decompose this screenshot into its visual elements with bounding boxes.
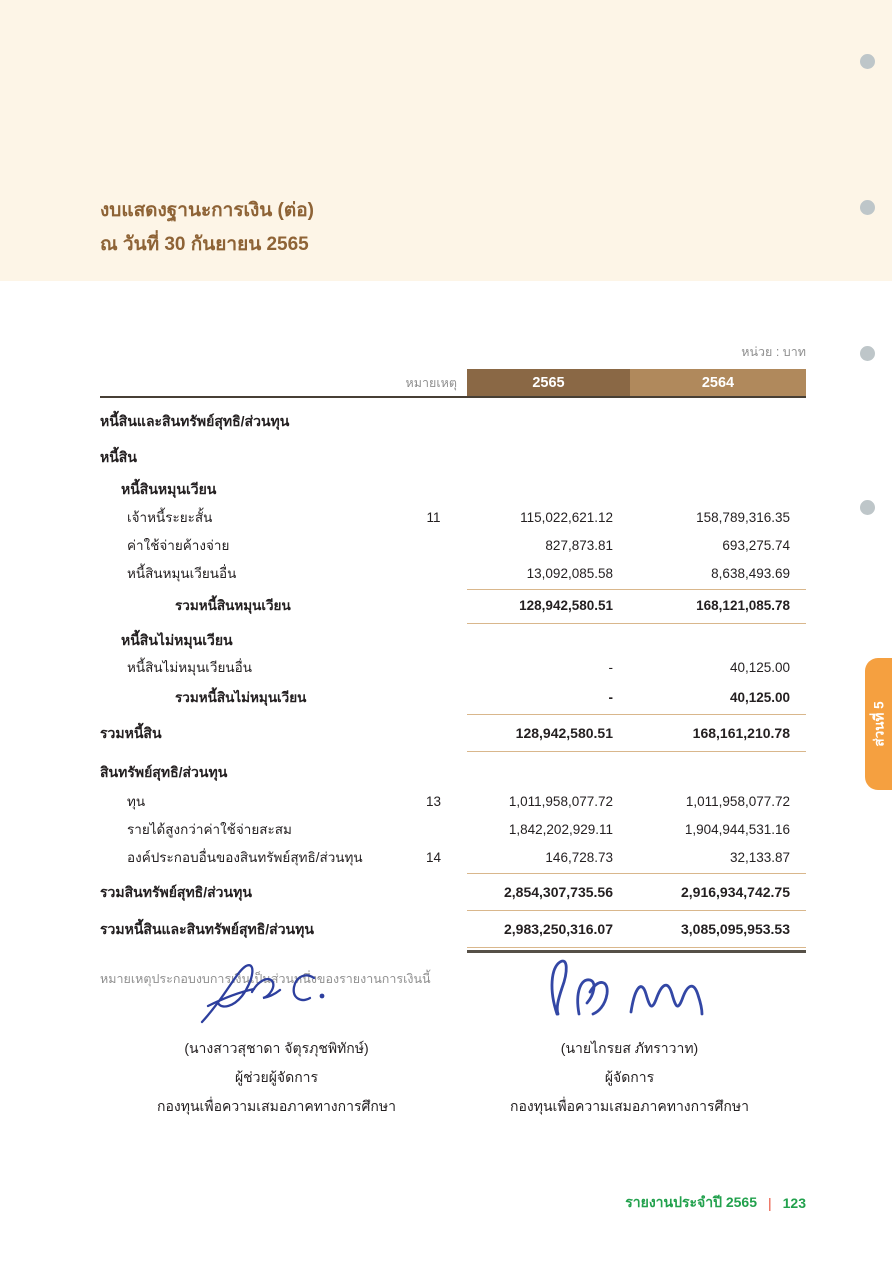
table-row xyxy=(100,654,806,682)
signatory-title: ผู้จัดการ xyxy=(604,1069,655,1085)
row-value-2565: 2,854,307,735.56 xyxy=(504,884,613,901)
row-label: หนี้สินหมุนเวียน xyxy=(121,480,217,497)
margin-dot xyxy=(860,346,875,361)
row-value-2564: 40,125.00 xyxy=(729,689,790,705)
row-value-2564: 40,125.00 xyxy=(729,660,790,676)
table-header-row xyxy=(100,369,806,398)
row-label: สินทรัพย์สุทธิ/ส่วนทุน xyxy=(100,763,228,780)
row-value-2565: 1,011,958,077.72 xyxy=(508,793,613,809)
section-tab[interactable] xyxy=(865,658,892,790)
footer-report-label: รายงานประจำปี 2565 xyxy=(625,1194,757,1210)
signatory-name: (นางสาวสุชาดา จัตุรภุชพิทักษ์) xyxy=(184,1040,369,1056)
signature-image xyxy=(100,948,453,1032)
table-rule xyxy=(467,910,806,911)
page-footer xyxy=(625,1192,806,1214)
row-label: หนี้สิน xyxy=(100,448,137,465)
table-rule xyxy=(467,714,806,715)
table-row xyxy=(100,788,806,816)
row-value-2565: - xyxy=(608,689,613,705)
row-value-2565: - xyxy=(608,660,613,676)
table-row xyxy=(100,442,806,473)
page-title-line1: งบแสดงฐานะการเงิน (ต่อ) xyxy=(100,200,314,221)
row-note: 14 xyxy=(425,850,442,866)
table-rule xyxy=(467,873,806,874)
signature-block xyxy=(100,948,806,1118)
row-label: รวมสินทรัพย์สุทธิ/ส่วนทุน xyxy=(100,884,252,901)
table-row xyxy=(100,532,806,560)
table-rule xyxy=(467,589,806,590)
row-label: รวมหนี้สินหมุนเวียน xyxy=(175,598,291,614)
row-value-2564: 1,011,958,077.72 xyxy=(685,793,790,809)
row-label: รวมหนี้สินและสินทรัพย์สุทธิ/ส่วนทุน xyxy=(100,921,314,938)
table-row xyxy=(100,560,806,588)
signatory-org: กองทุนเพื่อความเสมอภาคทางการศึกษา xyxy=(157,1098,396,1114)
margin-dot xyxy=(860,500,875,515)
table-row xyxy=(100,626,806,655)
row-label: เจ้าหนี้ระยะสั้น xyxy=(127,509,213,525)
table-row xyxy=(100,844,806,872)
table-rule xyxy=(467,623,806,624)
row-label: รายได้สูงกว่าค่าใช้จ่ายสะสม xyxy=(127,821,292,837)
row-value-2564: 693,275.74 xyxy=(722,537,790,553)
signature-image xyxy=(453,948,806,1032)
row-value-2565: 1,842,202,929.11 xyxy=(508,821,613,837)
row-value-2564: 8,638,493.69 xyxy=(711,566,790,582)
year-2564-header: 2564 xyxy=(630,369,806,396)
row-value-2565: 115,022,621.12 xyxy=(520,509,613,525)
signatory-left xyxy=(100,948,453,1118)
signatory-title: ผู้ช่วยผู้จัดการ xyxy=(234,1069,319,1085)
table-row xyxy=(100,475,806,504)
signatory-org: กองทุนเพื่อความเสมอภาคทางการศึกษา xyxy=(510,1098,749,1114)
page-title xyxy=(100,194,314,262)
row-value-2564: 168,161,210.78 xyxy=(692,724,790,741)
row-label: ค่าใช้จ่ายค้างจ่าย xyxy=(127,537,230,553)
table-body xyxy=(100,398,806,953)
row-value-2564: 3,085,095,953.53 xyxy=(681,921,790,938)
balance-sheet-table xyxy=(100,342,806,989)
margin-dot xyxy=(860,200,875,215)
row-note: 13 xyxy=(425,793,442,809)
margin-dot xyxy=(860,54,875,69)
row-value-2564: 32,133.87 xyxy=(729,850,790,866)
row-value-2565: 13,092,085.58 xyxy=(526,566,613,582)
row-note: 11 xyxy=(426,509,441,525)
row-label: รวมหนี้สิน xyxy=(100,724,162,741)
table-row xyxy=(100,717,806,750)
table-row xyxy=(100,591,806,621)
row-label: องค์ประกอบอื่นของสินทรัพย์สุทธิ/ส่วนทุน xyxy=(127,850,363,866)
row-value-2564: 168,121,085.78 xyxy=(696,598,790,614)
page-title-line2: ณ วันที่ 30 กันยายน 2565 xyxy=(100,234,309,256)
table-row xyxy=(100,504,806,532)
year-2565-header: 2565 xyxy=(467,369,630,396)
signatory-right xyxy=(453,948,806,1118)
row-label: หนี้สินหมุนเวียนอื่น xyxy=(127,566,237,582)
row-label: หนี้สินไม่หมุนเวียนอื่น xyxy=(127,660,252,676)
table-row xyxy=(100,406,806,437)
row-label: ทุน xyxy=(127,793,146,809)
row-label: หนี้สินและสินทรัพย์สุทธิ/ส่วนทุน xyxy=(100,413,290,429)
footer-page-number: 123 xyxy=(782,1195,806,1211)
table-row xyxy=(100,757,806,788)
row-value-2564: 1,904,944,531.16 xyxy=(684,821,790,837)
row-value-2565: 2,983,250,316.07 xyxy=(504,921,613,938)
row-value-2565: 146,728.73 xyxy=(545,850,613,866)
table-row xyxy=(100,816,806,844)
table-row xyxy=(100,913,806,946)
table-footnote: หมายเหตุประกอบงบการเงินเป็นส่วนหนึ่งของรายงานการเงินนี้ xyxy=(100,972,431,987)
table-rule xyxy=(467,751,806,752)
table-row xyxy=(100,876,806,909)
signatory-name: (นายไกรยส ภัทราวาท) xyxy=(560,1040,699,1056)
row-value-2564: 2,916,934,742.75 xyxy=(681,884,790,901)
note-column-header: หมายเหตุ xyxy=(405,375,457,390)
section-tab-label: ส่วนที่ 5 xyxy=(871,701,887,747)
table-row xyxy=(100,683,806,713)
row-label: รวมหนี้สินไม่หมุนเวียน xyxy=(175,689,307,705)
row-value-2565: 128,942,580.51 xyxy=(519,598,613,614)
row-label: หนี้สินไม่หมุนเวียน xyxy=(121,631,233,648)
footer-divider: | xyxy=(768,1195,772,1211)
row-value-2565: 827,873.81 xyxy=(545,537,613,553)
row-value-2564: 158,789,316.35 xyxy=(696,509,790,525)
unit-label: หน่วย : บาท xyxy=(741,345,806,359)
row-value-2565: 128,942,580.51 xyxy=(515,724,613,741)
